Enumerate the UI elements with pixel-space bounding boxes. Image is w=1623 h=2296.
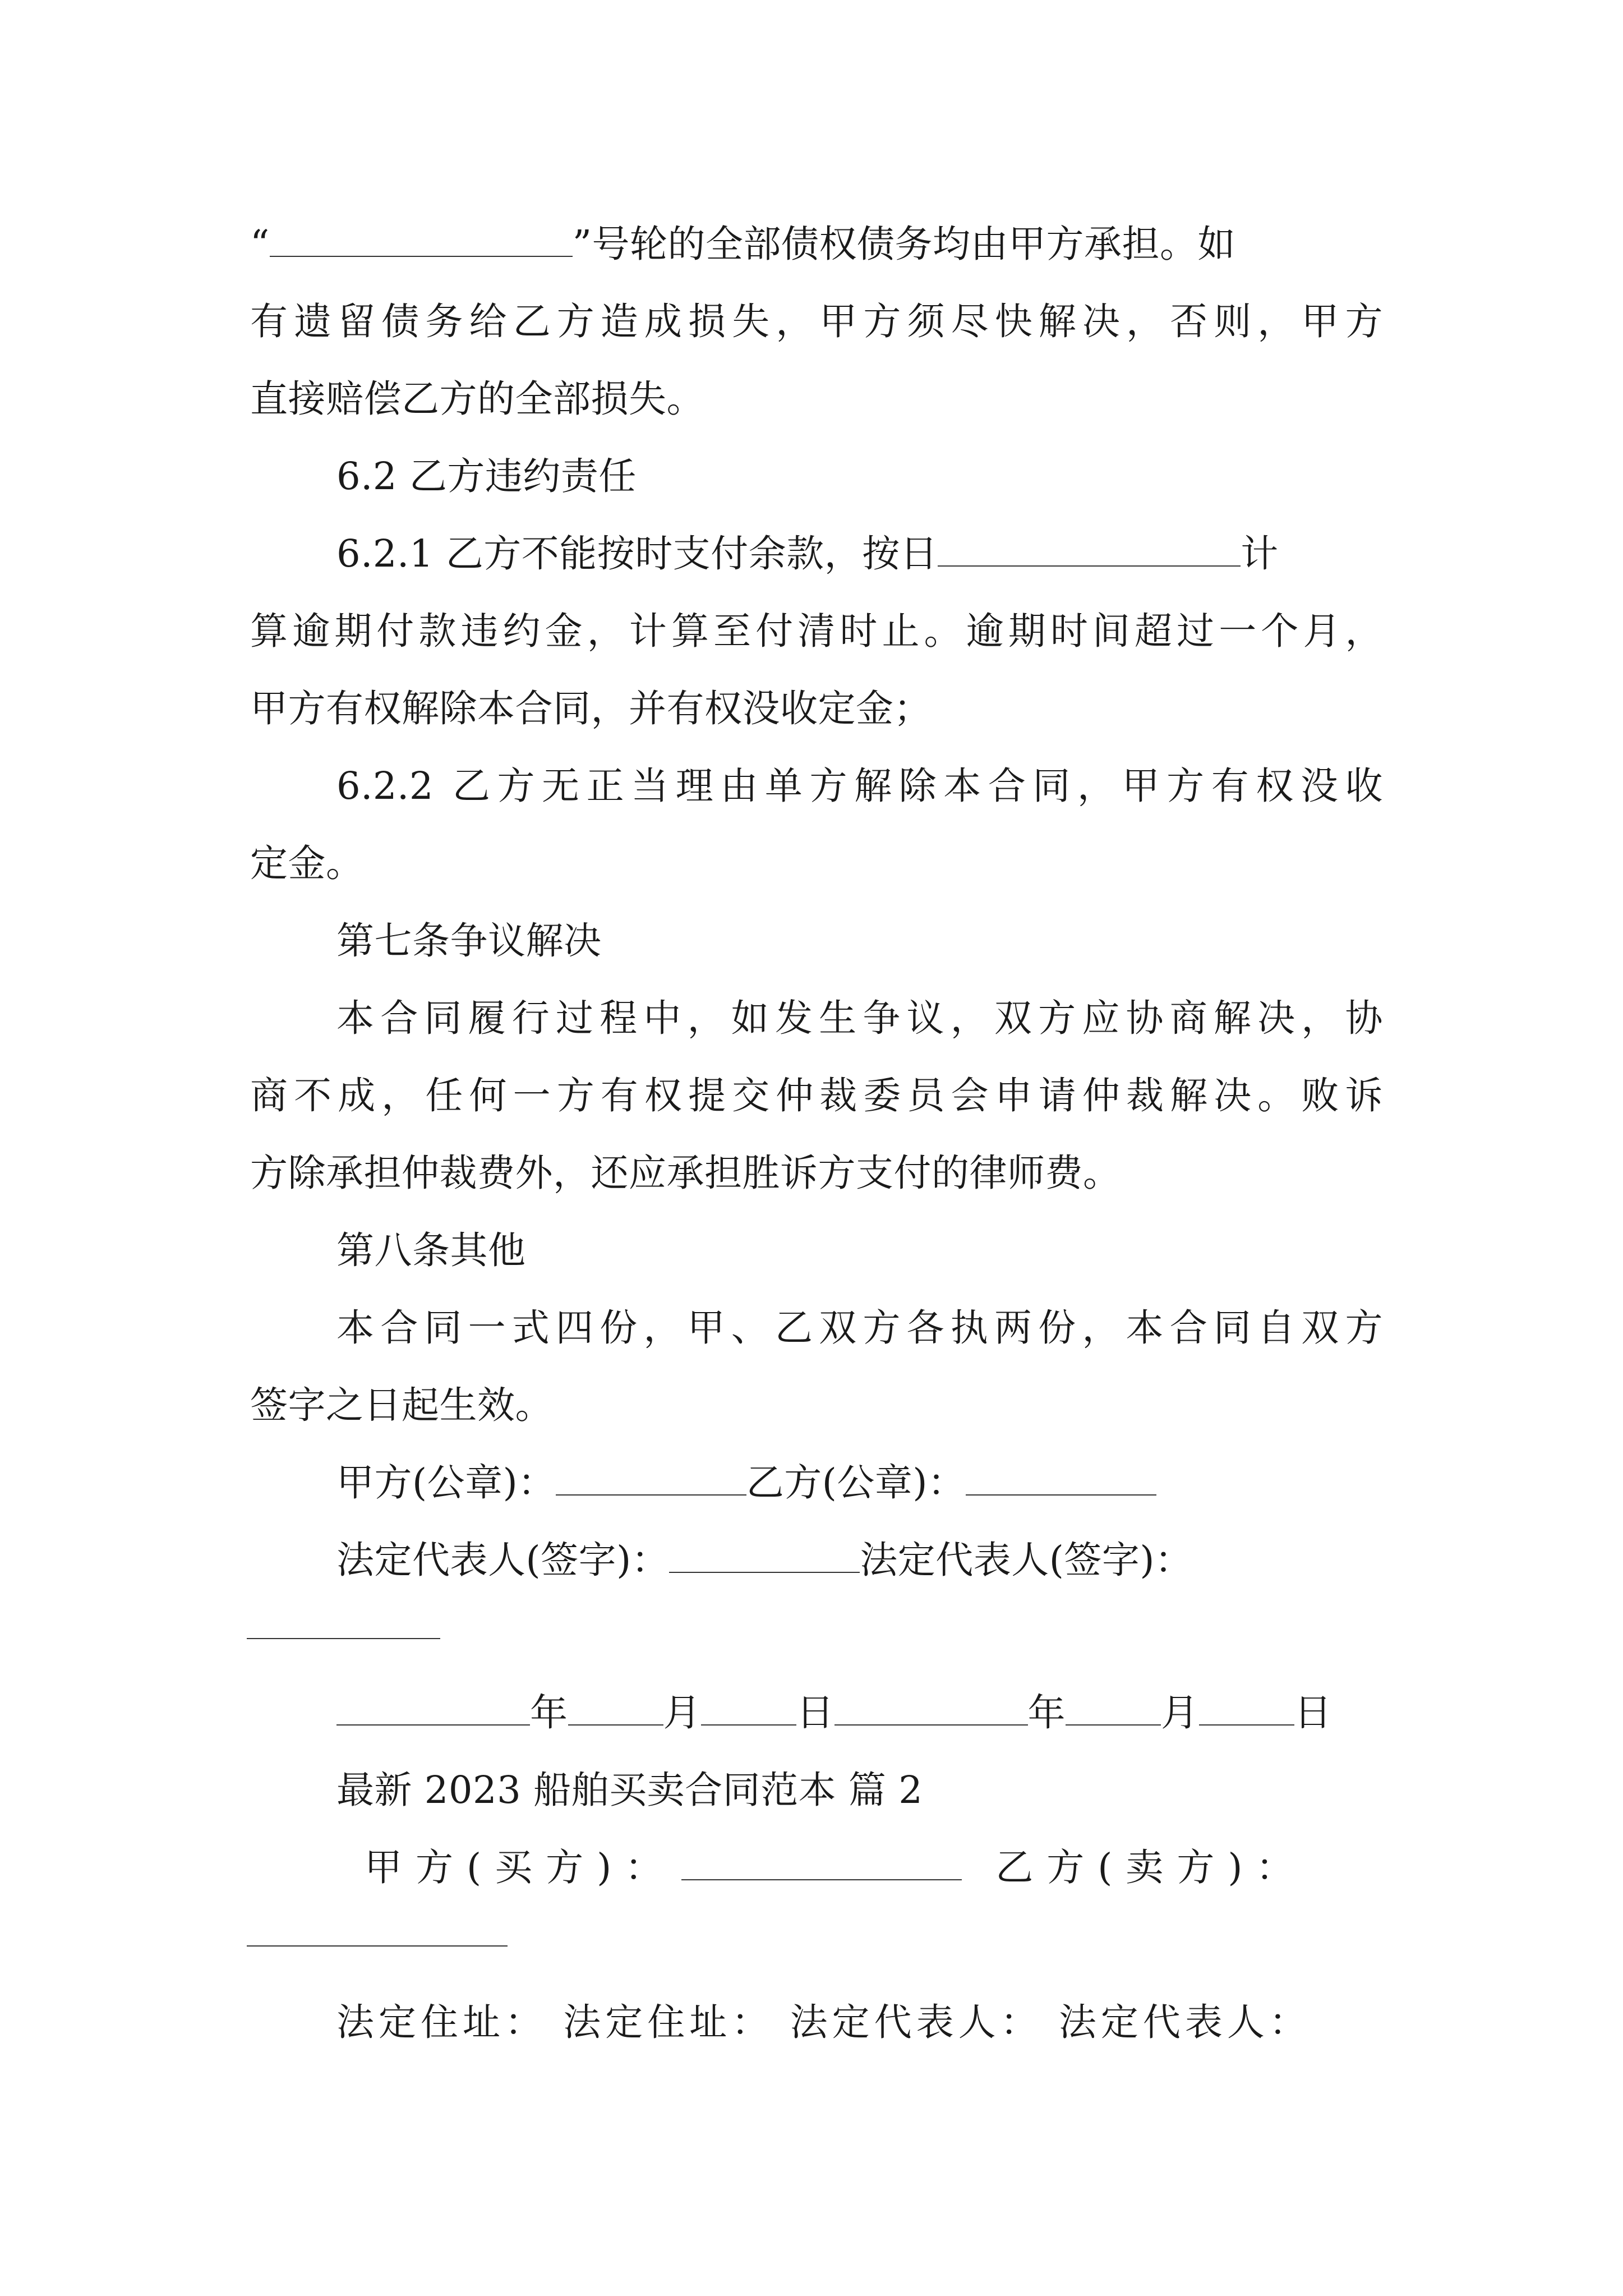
paragraph-line: 有遗留债务给乙方造成损失，甲方须尽快解决，否则，甲方 — [250, 300, 1383, 343]
paragraph-line: 定金。 — [250, 841, 364, 885]
month-label: 月 — [663, 1691, 701, 1734]
representative-line — [336, 1535, 1469, 1585]
paragraph-line: 本合同一式四份，甲、乙双方各执两份，本合同自双方 — [336, 1306, 1383, 1350]
buyer-blank — [681, 1847, 962, 1880]
month-blank — [568, 1692, 663, 1726]
text-segment: ”号轮的全部债权债务均由甲方承担。如 — [572, 222, 1236, 266]
parties-line — [365, 1842, 1374, 1893]
day-blank — [1199, 1692, 1294, 1726]
paragraph-line — [336, 528, 1383, 579]
month-label: 月 — [1161, 1691, 1199, 1734]
rate-blank — [938, 533, 1241, 567]
day-label: 日 — [796, 1691, 834, 1734]
year-label: 年 — [1027, 1691, 1066, 1734]
party-b-rep-blank — [247, 1638, 440, 1639]
party-a-seal-blank — [556, 1462, 746, 1496]
year-blank — [834, 1692, 1028, 1726]
day-blank — [701, 1692, 796, 1726]
address-line: 法定住址： 法定住址： 法定代表人： 法定代表人： — [336, 2000, 1311, 2044]
paragraph-line: 商不成，任何一方有权提交仲裁委员会申请仲裁解决。败诉 — [250, 1074, 1383, 1117]
paragraph-line: 签字之日起生效。 — [250, 1383, 553, 1427]
paragraph-line: 本合同履行过程中，如发生争议，双方应协商解决，协 — [336, 996, 1383, 1040]
party-b-seal-label: 乙方(公章)： — [746, 1461, 966, 1504]
party-a-seal-label: 甲方(公章)： — [336, 1461, 556, 1504]
paragraph-line: 6.2.2 乙方无正当理由单方解除本合同，甲方有权没收 — [336, 764, 1383, 808]
seller-label: 乙方(卖方)： — [995, 1846, 1307, 1889]
paragraph-line — [250, 219, 1383, 269]
ship-name-blank — [270, 223, 573, 257]
date-line — [336, 1687, 1469, 1738]
month-blank — [1066, 1692, 1161, 1726]
section-heading: 6.2 乙方违约责任 — [336, 454, 637, 498]
section-heading: 第七条争议解决 — [336, 919, 602, 963]
text-segment: 6.2.1 乙方不能按时支付余款，按日 — [336, 532, 938, 576]
party-a-rep-blank — [669, 1539, 860, 1573]
section-heading: 第八条其他 — [336, 1228, 526, 1272]
paragraph-line: 甲方有权解除本合同，并有权没收定金； — [250, 687, 932, 730]
seller-blank — [247, 1945, 508, 1947]
year-label: 年 — [530, 1691, 568, 1734]
buyer-label: 甲方(买方)： — [365, 1846, 676, 1889]
paragraph-line: 方除承担仲裁费外，还应承担胜诉方支付的律师费。 — [250, 1151, 1121, 1195]
party-a-rep-label: 法定代表人(签字)： — [336, 1538, 670, 1582]
day-label: 日 — [1294, 1691, 1332, 1734]
party-b-seal-blank — [966, 1462, 1156, 1496]
open-quote: “ — [250, 222, 270, 266]
paragraph-line: 直接赔偿乙方的全部损失。 — [250, 377, 704, 421]
paragraph-line: 算逾期付款违约金，计算至付清时止。逾期时间超过一个月， — [250, 609, 1383, 653]
text-segment: 计 — [1241, 532, 1279, 576]
document-title: 最新 2023 船舶买卖合同范本 篇 2 — [336, 1768, 923, 1812]
seal-line — [336, 1457, 1469, 1508]
year-blank — [336, 1692, 530, 1726]
party-b-rep-label: 法定代表人(签字)： — [860, 1538, 1193, 1582]
